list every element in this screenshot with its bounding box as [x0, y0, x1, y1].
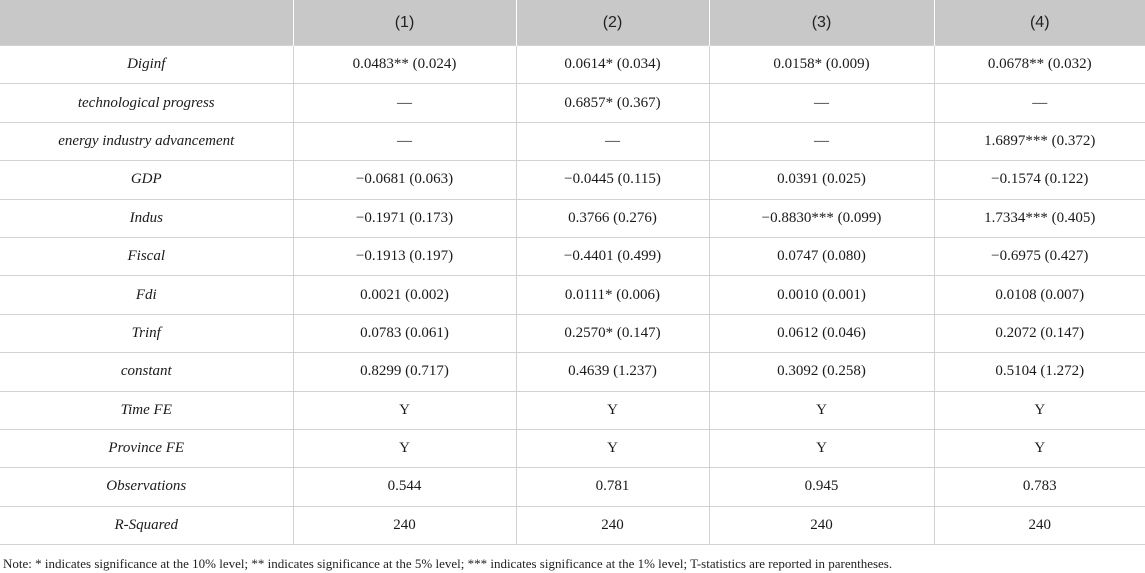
header-row: [0, 0, 1145, 46]
table-cell: —: [293, 122, 516, 160]
table-cell: 0.0747 (0.080): [709, 237, 934, 275]
table-row: [0, 199, 1145, 237]
table-cell: 0.2570* (0.147): [516, 314, 709, 352]
table-cell: 0.0391 (0.025): [709, 161, 934, 199]
table-row: [0, 468, 1145, 506]
row-label: GDP: [0, 161, 293, 199]
table-row: [0, 314, 1145, 352]
table-row: [0, 391, 1145, 429]
table-cell: 0.783: [934, 468, 1145, 506]
table-cell: —: [516, 122, 709, 160]
table-row: [0, 429, 1145, 467]
table-cell: Y: [709, 429, 934, 467]
table-cell: Y: [934, 391, 1145, 429]
table-cell: −0.6975 (0.427): [934, 237, 1145, 275]
header-cell-model-4: (4): [934, 0, 1145, 46]
table-cell: 0.0108 (0.007): [934, 276, 1145, 314]
table-cell: −0.8830*** (0.099): [709, 199, 934, 237]
row-label: Indus: [0, 199, 293, 237]
table-row: [0, 353, 1145, 391]
table-cell: 0.0614* (0.034): [516, 46, 709, 84]
table-cell: Y: [516, 429, 709, 467]
table-cell: Y: [516, 391, 709, 429]
header-cell-label: [0, 0, 293, 46]
table-cell: 240: [934, 506, 1145, 544]
row-label: Observations: [0, 468, 293, 506]
table-cell: 240: [516, 506, 709, 544]
table-cell: 0.0612 (0.046): [709, 314, 934, 352]
table-note: Note: * indicates significance at the 10% level; ** indicates significance at the 5% level; *** indicates significance at the 1% level; T-statistics are reported in parentheses.: [3, 556, 893, 571]
table-cell: 0.2072 (0.147): [934, 314, 1145, 352]
header-cell-model-3: (3): [709, 0, 934, 46]
table-cell: 0.6857* (0.367): [516, 84, 709, 122]
table-cell: 0.781: [516, 468, 709, 506]
table-cell: 0.544: [293, 468, 516, 506]
table-row: [0, 506, 1145, 544]
table-cell: —: [709, 84, 934, 122]
table-cell: 0.5104 (1.272): [934, 353, 1145, 391]
table-cell: 0.0158* (0.009): [709, 46, 934, 84]
table-cell: −0.4401 (0.499): [516, 237, 709, 275]
table-cell: 0.3092 (0.258): [709, 353, 934, 391]
table-cell: 0.0111* (0.006): [516, 276, 709, 314]
table-cell: −0.0445 (0.115): [516, 161, 709, 199]
header-cell-model-1: (1): [293, 0, 516, 46]
table-row: [0, 276, 1145, 314]
table-cell: 0.0678** (0.032): [934, 46, 1145, 84]
row-label: technological progress: [0, 84, 293, 122]
table-cell: 240: [709, 506, 934, 544]
row-label: R-Squared: [0, 506, 293, 544]
table-cell: 0.8299 (0.717): [293, 353, 516, 391]
table-cell: 1.7334*** (0.405): [934, 199, 1145, 237]
table-cell: —: [934, 84, 1145, 122]
row-label: constant: [0, 353, 293, 391]
table-cell: 0.4639 (1.237): [516, 353, 709, 391]
table-cell: −0.1913 (0.197): [293, 237, 516, 275]
table-cell: 240: [293, 506, 516, 544]
row-label: Province FE: [0, 429, 293, 467]
table-cell: 0.0783 (0.061): [293, 314, 516, 352]
table-cell: Y: [293, 391, 516, 429]
table-cell: −0.0681 (0.063): [293, 161, 516, 199]
row-label: Fiscal: [0, 237, 293, 275]
table-cell: Y: [934, 429, 1145, 467]
table-cell: 0.0483** (0.024): [293, 46, 516, 84]
table-cell: Y: [709, 391, 934, 429]
table-cell: −0.1971 (0.173): [293, 199, 516, 237]
table-cell: 0.0021 (0.002): [293, 276, 516, 314]
row-label: Diginf: [0, 46, 293, 84]
table-cell: Y: [293, 429, 516, 467]
header-cell-model-2: (2): [516, 0, 709, 46]
table-row: [0, 122, 1145, 160]
row-label: Time FE: [0, 391, 293, 429]
row-label: Fdi: [0, 276, 293, 314]
table-cell: 0.945: [709, 468, 934, 506]
table-row: [0, 46, 1145, 84]
row-label: energy industry advancement: [0, 122, 293, 160]
table-row: [0, 237, 1145, 275]
table-cell: —: [709, 122, 934, 160]
row-label: Trinf: [0, 314, 293, 352]
table-cell: −0.1574 (0.122): [934, 161, 1145, 199]
table-row: [0, 161, 1145, 199]
table-cell: —: [293, 84, 516, 122]
table-row: [0, 84, 1145, 122]
table-cell: 1.6897*** (0.372): [934, 122, 1145, 160]
table-cell: 0.0010 (0.001): [709, 276, 934, 314]
table-cell: 0.3766 (0.276): [516, 199, 709, 237]
